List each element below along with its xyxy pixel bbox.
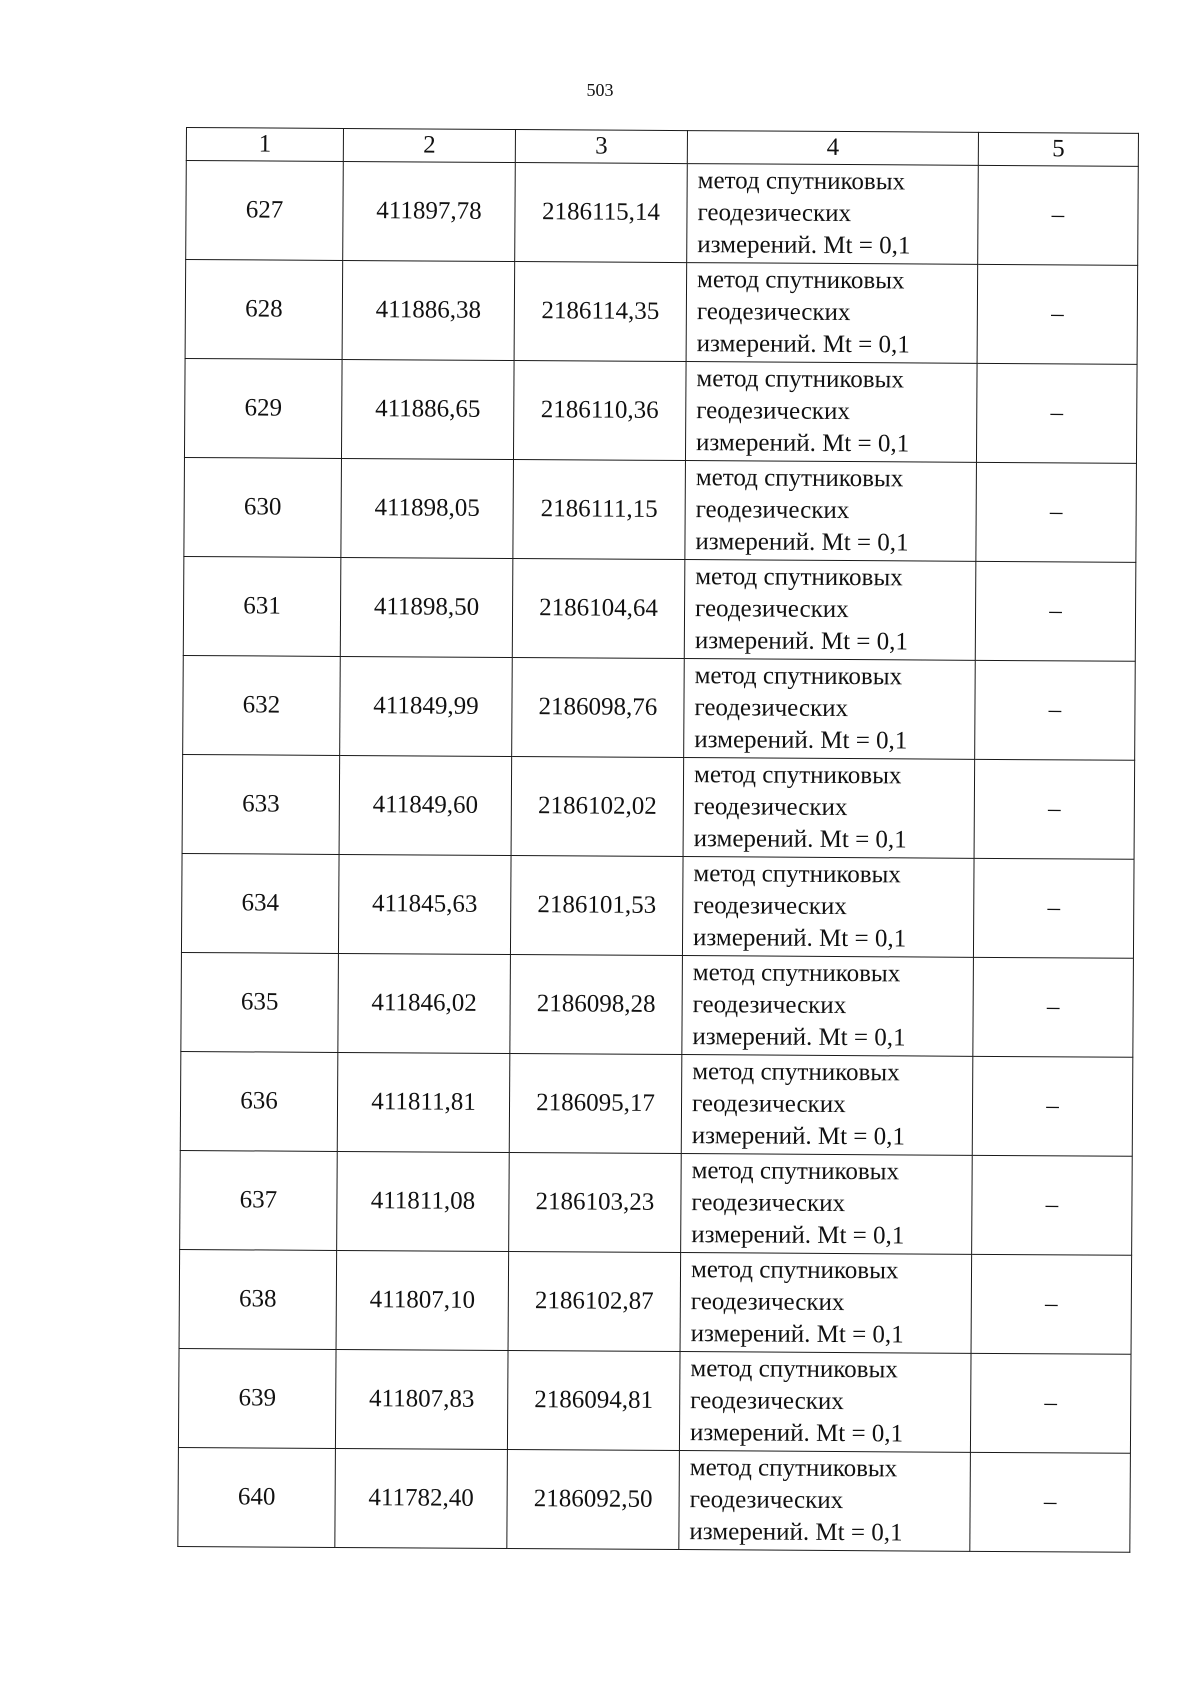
- x-coordinate-cell: 411807,83: [335, 1349, 508, 1449]
- method-line-1: метод спутниковых: [695, 464, 904, 493]
- point-number-cell: 627: [186, 161, 344, 261]
- coordinates-table-wrapper: [177, 127, 1138, 1553]
- method-line-2: геодезических: [695, 496, 850, 525]
- coordinates-table: [177, 127, 1139, 1553]
- table-row: [178, 1447, 1131, 1552]
- x-coordinate-cell: 411811,08: [337, 1151, 510, 1251]
- point-number-cell: 637: [180, 1150, 338, 1250]
- table-row: [180, 1150, 1133, 1255]
- table-row: [183, 556, 1136, 661]
- y-coordinate-cell: 2186110,36: [513, 361, 686, 461]
- method-line-1: метод спутниковых: [696, 365, 904, 394]
- y-coordinate-cell: 2186092,50: [507, 1449, 680, 1549]
- method-line-3: измерений. Mt = 0,1: [689, 1419, 904, 1448]
- y-coordinate-cell: 2186094,81: [507, 1350, 680, 1450]
- point-number-cell: 638: [179, 1249, 337, 1349]
- table-row: [181, 952, 1134, 1057]
- table-row: [184, 457, 1137, 562]
- column-5-cell: –: [971, 1254, 1132, 1354]
- method-line-3: измерений. Mt = 0,1: [692, 1023, 906, 1052]
- column-5-cell: –: [972, 1155, 1133, 1255]
- method-cell: [683, 758, 975, 859]
- method-line-2: геодезических: [696, 397, 850, 426]
- point-number-cell: 633: [182, 754, 340, 854]
- table-row: [186, 161, 1139, 266]
- column-5-cell: –: [970, 1452, 1131, 1552]
- method-cell: [679, 1352, 971, 1453]
- method-line-2: геодезических: [694, 694, 849, 723]
- method-line-3: измерений. Mt = 0,1: [695, 528, 909, 557]
- method-line-3: измерений. Mt = 0,1: [696, 330, 910, 359]
- y-coordinate-cell: 2186104,64: [512, 559, 685, 659]
- method-line-3: измерений. Mt = 0,1: [691, 1221, 905, 1250]
- column-5-cell: –: [975, 561, 1136, 661]
- table-row: [179, 1249, 1132, 1354]
- x-coordinate-cell: 411898,50: [340, 557, 513, 657]
- x-coordinate-cell: 411849,60: [339, 755, 512, 855]
- table-row: [185, 260, 1138, 365]
- point-number-cell: 628: [185, 260, 343, 360]
- method-line-3: измерений. Mt = 0,1: [695, 429, 910, 458]
- method-line-2: геодезических: [693, 892, 847, 921]
- method-line-3: измерений. Mt = 0,1: [694, 627, 909, 656]
- x-coordinate-cell: 411845,63: [338, 854, 511, 954]
- point-number-cell: 632: [183, 655, 341, 755]
- method-line-3: измерений. Mt = 0,1: [692, 924, 907, 953]
- column-5-cell: –: [976, 363, 1137, 463]
- method-cell: [684, 560, 976, 661]
- point-number-cell: 639: [178, 1348, 336, 1448]
- point-number-cell: 636: [180, 1051, 338, 1151]
- header-col-4: 4: [687, 131, 978, 166]
- method-cell: [687, 164, 979, 265]
- method-line-3: измерений. Mt = 0,1: [694, 726, 908, 755]
- x-coordinate-cell: 411897,78: [343, 161, 516, 261]
- column-5-cell: –: [975, 660, 1136, 760]
- method-cell: [685, 461, 977, 562]
- method-cell: [681, 1055, 973, 1156]
- y-coordinate-cell: 2186111,15: [513, 460, 686, 560]
- y-coordinate-cell: 2186115,14: [515, 163, 688, 263]
- table-row: [184, 358, 1137, 463]
- method-line-2: геодезических: [690, 1387, 844, 1416]
- method-line-1: метод спутниковых: [689, 1454, 898, 1483]
- x-coordinate-cell: 411849,99: [340, 656, 513, 756]
- method-line-3: измерений. Mt = 0,1: [691, 1122, 906, 1151]
- method-line-1: метод спутниковых: [693, 860, 901, 889]
- method-line-1: метод спутниковых: [691, 1157, 900, 1186]
- y-coordinate-cell: 2186103,23: [509, 1152, 682, 1252]
- method-line-2: геодезических: [689, 1486, 844, 1515]
- method-line-2: геодезических: [694, 595, 849, 624]
- y-coordinate-cell: 2186101,53: [510, 855, 683, 955]
- column-5-cell: –: [978, 165, 1139, 265]
- method-line-1: метод спутниковых: [696, 266, 905, 295]
- x-coordinate-cell: 411846,02: [338, 953, 511, 1053]
- method-line-3: измерений. Mt = 0,1: [690, 1320, 904, 1349]
- point-number-cell: 631: [183, 556, 341, 656]
- y-coordinate-cell: 2186098,28: [510, 954, 683, 1054]
- method-line-2: геодезических: [690, 1288, 845, 1317]
- header-col-2: 2: [343, 128, 515, 162]
- y-coordinate-cell: 2186102,02: [511, 757, 684, 857]
- table-row: [183, 655, 1136, 760]
- method-cell: [682, 857, 974, 958]
- method-cell: [679, 1451, 971, 1552]
- table-row: [180, 1051, 1133, 1156]
- method-line-2: геодезических: [697, 199, 852, 228]
- header-col-3: 3: [515, 130, 687, 164]
- page-number: 503: [586, 80, 614, 100]
- header-col-1: 1: [186, 128, 343, 162]
- y-coordinate-cell: 2186098,76: [512, 658, 685, 758]
- method-line-2: геодезических: [691, 1189, 846, 1218]
- y-coordinate-cell: 2186102,87: [508, 1251, 681, 1351]
- method-line-1: метод спутниковых: [693, 761, 902, 790]
- column-5-cell: –: [976, 462, 1137, 562]
- table-row: [182, 754, 1135, 859]
- method-cell: [681, 1154, 973, 1255]
- method-line-1: метод спутниковых: [692, 1058, 900, 1087]
- table-body: [178, 161, 1138, 1553]
- column-5-cell: –: [972, 1056, 1133, 1156]
- method-line-2: геодезических: [693, 793, 848, 822]
- y-coordinate-cell: 2186095,17: [509, 1053, 682, 1153]
- table-row: [178, 1348, 1131, 1453]
- x-coordinate-cell: 411782,40: [335, 1448, 508, 1548]
- table-row: [181, 853, 1134, 958]
- point-number-cell: 634: [181, 853, 339, 953]
- method-line-1: метод спутниковых: [690, 1355, 898, 1384]
- method-cell: [682, 956, 974, 1057]
- x-coordinate-cell: 411898,05: [341, 458, 514, 558]
- x-coordinate-cell: 411811,81: [337, 1052, 510, 1152]
- point-number-cell: 630: [184, 457, 342, 557]
- header-col-5: 5: [978, 132, 1138, 166]
- method-line-1: метод спутниковых: [692, 959, 901, 988]
- column-5-cell: –: [977, 264, 1138, 364]
- method-line-1: метод спутниковых: [697, 167, 906, 196]
- method-line-2: геодезических: [696, 298, 851, 327]
- x-coordinate-cell: 411886,65: [341, 359, 514, 459]
- method-line-1: метод спутниковых: [690, 1256, 899, 1285]
- method-line-2: геодезических: [692, 991, 847, 1020]
- column-5-cell: –: [970, 1353, 1131, 1453]
- point-number-cell: 635: [181, 952, 339, 1052]
- point-number-cell: 629: [184, 358, 342, 458]
- method-line-3: измерений. Mt = 0,1: [689, 1518, 903, 1547]
- column-5-cell: –: [974, 759, 1135, 859]
- x-coordinate-cell: 411807,10: [336, 1250, 509, 1350]
- column-5-cell: –: [973, 858, 1134, 958]
- method-cell: [685, 362, 977, 463]
- method-cell: [684, 659, 976, 760]
- y-coordinate-cell: 2186114,35: [514, 262, 687, 362]
- method-line-3: измерений. Mt = 0,1: [693, 825, 907, 854]
- method-cell: [686, 263, 978, 364]
- x-coordinate-cell: 411886,38: [342, 260, 515, 360]
- method-line-2: геодезических: [691, 1090, 846, 1119]
- method-line-1: метод спутниковых: [694, 662, 903, 691]
- method-cell: [680, 1253, 972, 1354]
- method-line-1: метод спутниковых: [695, 563, 903, 592]
- method-line-3: измерений. Mt = 0,1: [697, 231, 911, 260]
- point-number-cell: 640: [178, 1447, 336, 1547]
- column-5-cell: –: [973, 957, 1134, 1057]
